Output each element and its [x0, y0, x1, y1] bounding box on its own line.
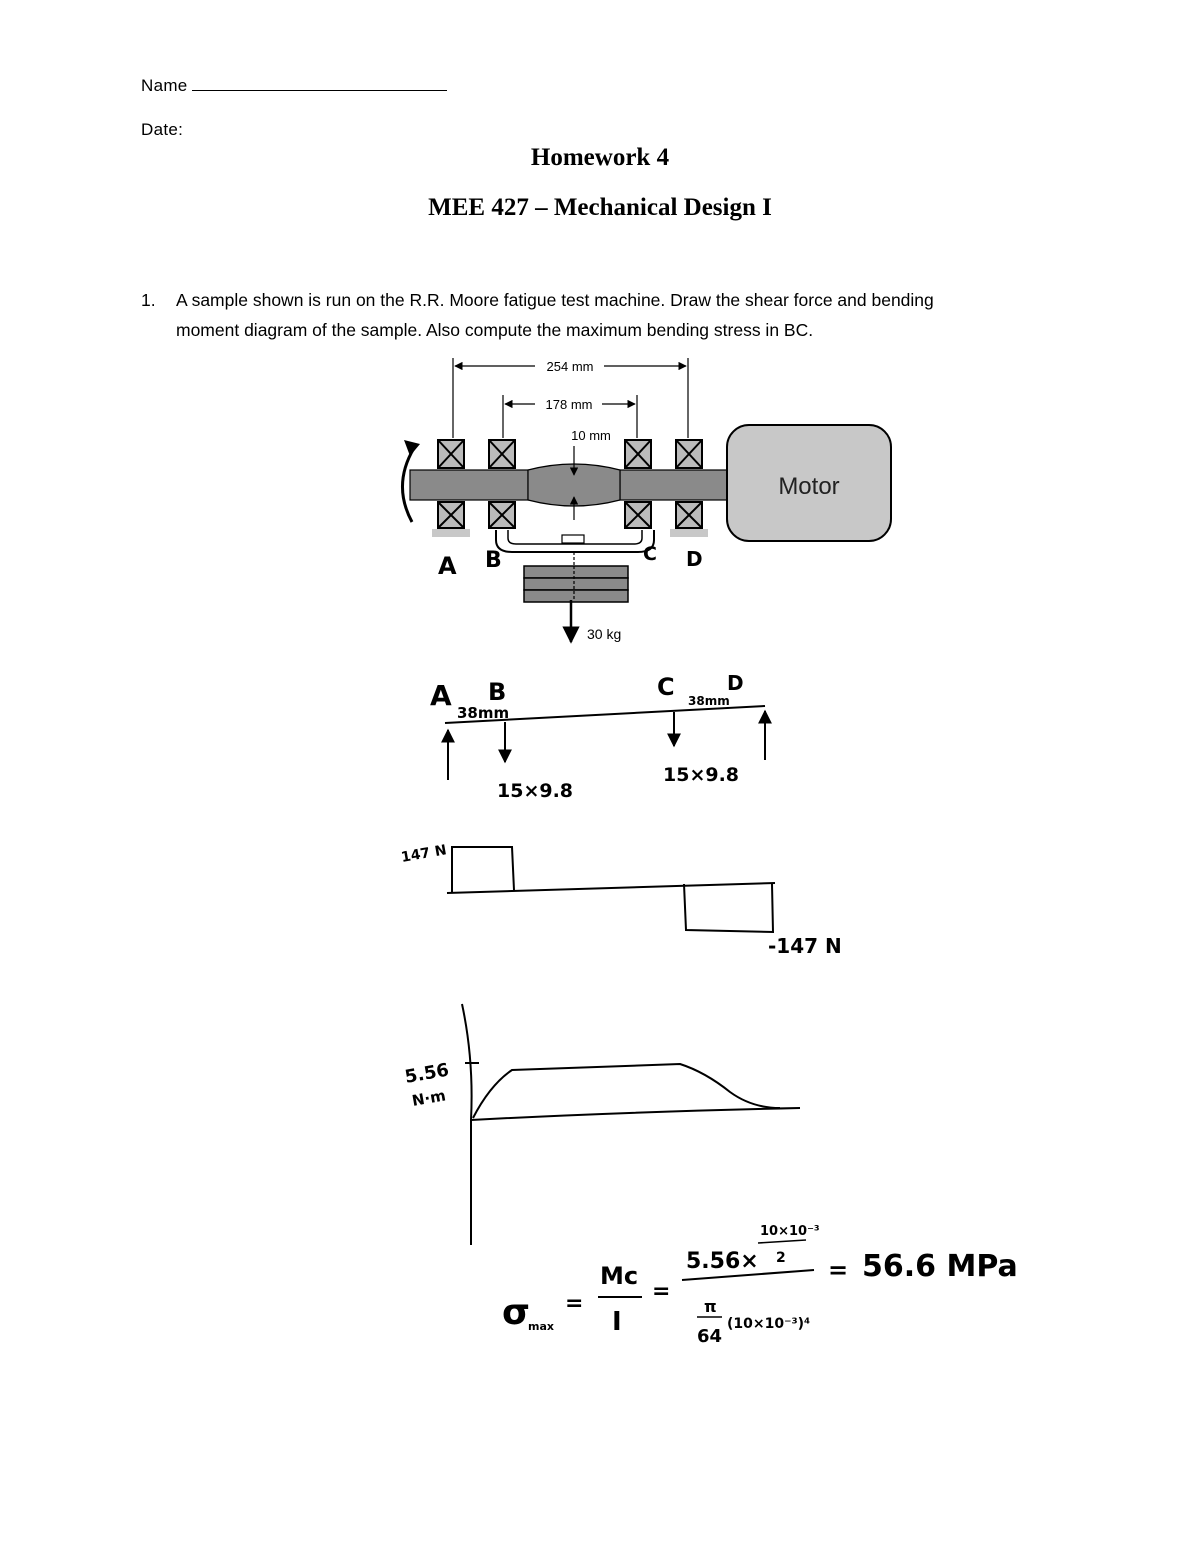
eq-sigma: σ [502, 1292, 531, 1333]
name-label: Name [141, 76, 188, 95]
problem-text-line1: A sample shown is run on the R.R. Moore fatigue test machine. Draw the shear force and bending [176, 290, 934, 310]
page-title: Homework 4 [530, 144, 670, 171]
fbd-dist-cd: 38mm [688, 694, 730, 708]
fbd-dist-ab: 38mm [457, 704, 510, 722]
eq-sigma-sub: max [528, 1320, 554, 1333]
fbd-label-b: B [488, 678, 507, 706]
support-label-d: D [686, 547, 703, 571]
motor-label: Motor [778, 473, 840, 500]
eq-equals-3: = [828, 1256, 849, 1284]
support-label-a: A [438, 552, 457, 580]
shear-max-label: 147 N [399, 842, 448, 866]
problem-number: 1. [141, 290, 156, 310]
eq-equals-2: = [652, 1279, 671, 1304]
dim-254-label: 254 mm [546, 359, 594, 374]
date-label: Date: [141, 120, 184, 139]
eq-i: I [612, 1307, 622, 1337]
course-title: MEE 427 – Mechanical Design I [428, 194, 772, 221]
load-label: 30 kg [587, 626, 622, 642]
support-label-b: B [485, 548, 502, 573]
shear-min-label: -147 N [768, 934, 842, 958]
eq-mc: Mc [600, 1262, 639, 1290]
dim-10-label: 10 mm [571, 428, 611, 443]
eq-numerator-main: 5.56× [686, 1249, 759, 1274]
fbd-label-d: D [727, 671, 744, 695]
fbd-load-c-label: 15×9.8 [663, 764, 740, 786]
dim-178-label: 178 mm [545, 397, 593, 412]
eq-numerator-frac-top: 10×10⁻³ [760, 1224, 820, 1239]
eq-den-pi: π [704, 1297, 717, 1316]
eq-den-64: 64 [697, 1326, 723, 1347]
fbd-load-b-label: 15×9.8 [497, 780, 574, 802]
eq-result: 56.6 MPa [862, 1249, 1018, 1284]
eq-den-paren: (10×10⁻³)⁴ [727, 1316, 811, 1332]
fbd-label-a: A [430, 679, 452, 712]
eq-numerator-frac-bot: 2 [776, 1250, 786, 1266]
moment-unit: N·m [410, 1086, 448, 1110]
fbd-label-c: C [657, 673, 675, 701]
problem-text-line2: moment diagram of the sample. Also compute the maximum bending stress in BC. [176, 320, 814, 340]
support-label-c: C [643, 543, 657, 565]
eq-equals-1: = [565, 1291, 584, 1316]
moment-max-value: 5.56 [403, 1059, 451, 1088]
